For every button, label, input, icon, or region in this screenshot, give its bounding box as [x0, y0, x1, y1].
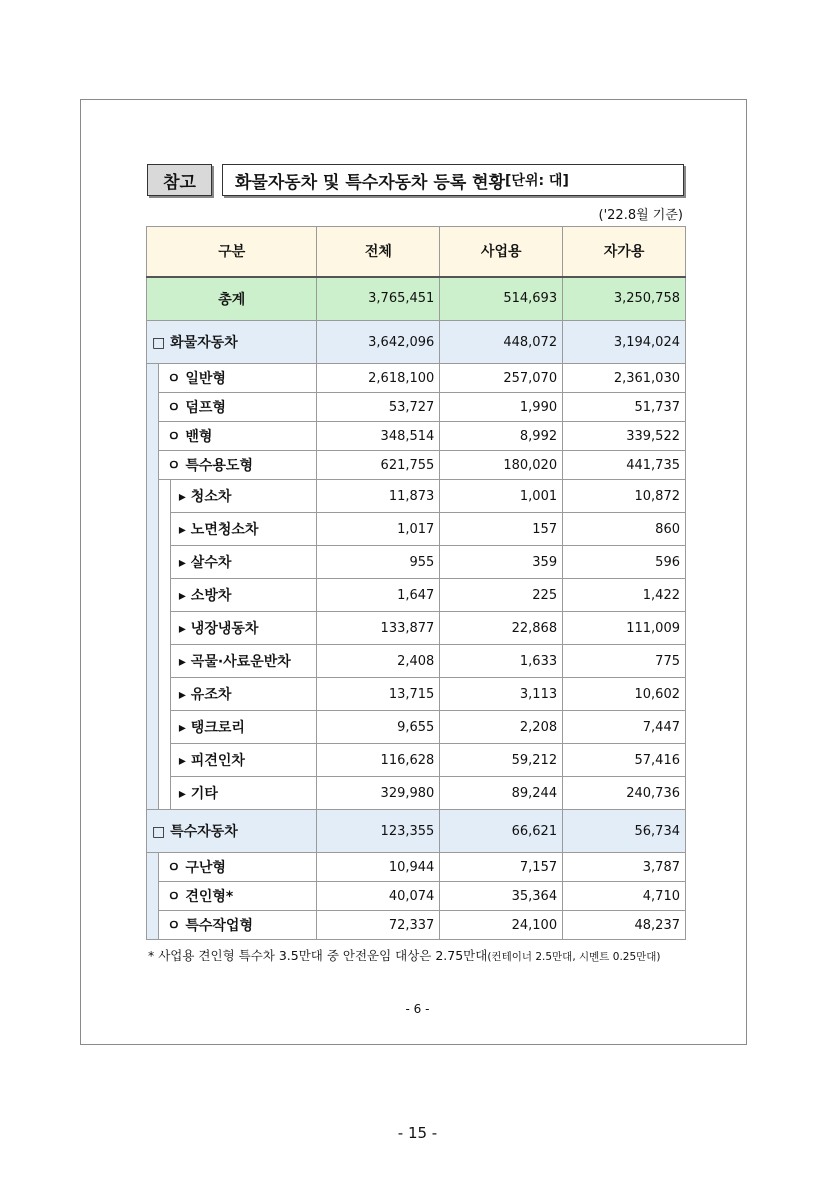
row-label: ㅇ 구난형 — [158, 853, 317, 882]
value-private: 596 — [563, 546, 686, 579]
row-label: 총계 — [147, 277, 317, 321]
header-private: 자가용 — [563, 227, 686, 277]
value-all: 116,628 — [317, 744, 440, 777]
value-business: 7,157 — [440, 853, 563, 882]
value-business: 24,100 — [440, 911, 563, 940]
value-all: 10,944 — [317, 853, 440, 882]
value-all: 11,873 — [317, 480, 440, 513]
value-all: 1,647 — [317, 579, 440, 612]
row-label: □ 특수자동차 — [147, 810, 317, 853]
value-all: 2,618,100 — [317, 364, 440, 393]
special-type-row — [147, 853, 686, 882]
value-private: 4,710 — [563, 882, 686, 911]
value-business: 89,244 — [440, 777, 563, 810]
value-all: 3,765,451 — [317, 277, 440, 321]
row-label: ㅇ 특수작업형 — [158, 911, 317, 940]
special-type-row — [147, 882, 686, 911]
value-private: 775 — [563, 645, 686, 678]
indent-spacer — [147, 853, 159, 940]
row-label: ▸ 살수차 — [170, 546, 317, 579]
cargo-type-row — [147, 451, 686, 480]
value-all: 123,355 — [317, 810, 440, 853]
row-label: ㅇ 덤프형 — [158, 393, 317, 422]
cargo-type-row — [147, 393, 686, 422]
registration-table — [146, 226, 686, 940]
title-text: 화물자동차 및 특수자동차 등록 현황 — [235, 172, 506, 193]
row-label: ▸ 유조차 — [170, 678, 317, 711]
value-private: 3,787 — [563, 853, 686, 882]
value-private: 3,194,024 — [563, 321, 686, 364]
value-private: 3,250,758 — [563, 277, 686, 321]
value-business: 514,693 — [440, 277, 563, 321]
value-business: 8,992 — [440, 422, 563, 451]
special-purpose-row — [147, 711, 686, 744]
value-business: 225 — [440, 579, 563, 612]
row-label: ▸ 노면청소차 — [170, 513, 317, 546]
total-row — [147, 277, 686, 321]
value-business: 35,364 — [440, 882, 563, 911]
value-private: 1,422 — [563, 579, 686, 612]
footnote — [148, 946, 661, 964]
value-all: 13,715 — [317, 678, 440, 711]
value-all: 348,514 — [317, 422, 440, 451]
row-label: ▸ 탱크로리 — [170, 711, 317, 744]
row-label: □ 화물자동차 — [147, 321, 317, 364]
value-all: 955 — [317, 546, 440, 579]
special-purpose-row — [147, 612, 686, 645]
row-label: ▸ 기타 — [170, 777, 317, 810]
value-private: 2,361,030 — [563, 364, 686, 393]
special-category-row — [147, 810, 686, 853]
value-business: 59,212 — [440, 744, 563, 777]
value-business: 3,113 — [440, 678, 563, 711]
value-business: 1,001 — [440, 480, 563, 513]
value-all: 2,408 — [317, 645, 440, 678]
special-purpose-row — [147, 480, 686, 513]
value-business: 22,868 — [440, 612, 563, 645]
outer-page-number: - 15 - — [397, 1124, 438, 1142]
value-business: 257,070 — [440, 364, 563, 393]
value-private: 111,009 — [563, 612, 686, 645]
section-title — [222, 164, 684, 196]
value-private: 10,602 — [563, 678, 686, 711]
value-all: 3,642,096 — [317, 321, 440, 364]
value-business: 359 — [440, 546, 563, 579]
value-business: 1,633 — [440, 645, 563, 678]
value-all: 329,980 — [317, 777, 440, 810]
row-label: ㅇ 일반형 — [158, 364, 317, 393]
value-business: 1,990 — [440, 393, 563, 422]
value-business: 448,072 — [440, 321, 563, 364]
special-purpose-row — [147, 744, 686, 777]
row-label: ㅇ 견인형* — [158, 882, 317, 911]
special-type-row — [147, 911, 686, 940]
value-private: 441,735 — [563, 451, 686, 480]
value-private: 240,736 — [563, 777, 686, 810]
value-business: 180,020 — [440, 451, 563, 480]
header-business: 사업용 — [440, 227, 563, 277]
row-label: ▸ 냉장냉동차 — [170, 612, 317, 645]
footnote-detail: (컨테이너 2.5만대, 시멘트 0.25만대) — [487, 951, 661, 963]
value-private: 339,522 — [563, 422, 686, 451]
row-label: ▸ 피견인차 — [170, 744, 317, 777]
value-business: 157 — [440, 513, 563, 546]
cargo-type-row — [147, 422, 686, 451]
value-all: 72,337 — [317, 911, 440, 940]
reference-badge: 참고 — [147, 164, 212, 196]
special-purpose-row — [147, 513, 686, 546]
header-all: 전체 — [317, 227, 440, 277]
row-label: ㅇ 특수용도형 — [158, 451, 317, 480]
value-business: 66,621 — [440, 810, 563, 853]
header-row — [147, 227, 686, 277]
value-all: 621,755 — [317, 451, 440, 480]
row-label: ▸ 소방차 — [170, 579, 317, 612]
value-all: 133,877 — [317, 612, 440, 645]
value-private: 860 — [563, 513, 686, 546]
footnote-main: * 사업용 견인형 특수차 3.5만대 중 안전운임 대상은 2.75만대 — [148, 948, 488, 963]
value-private: 56,734 — [563, 810, 686, 853]
value-all: 1,017 — [317, 513, 440, 546]
value-all: 9,655 — [317, 711, 440, 744]
inner-page-number: - 6 - — [405, 1002, 430, 1016]
special-purpose-row — [147, 678, 686, 711]
value-private: 48,237 — [563, 911, 686, 940]
row-label: ▸ 곡물·사료운반차 — [170, 645, 317, 678]
value-business: 2,208 — [440, 711, 563, 744]
value-all: 40,074 — [317, 882, 440, 911]
indent-spacer — [147, 364, 159, 810]
cargo-category-row — [147, 321, 686, 364]
cargo-type-row — [147, 364, 686, 393]
value-private: 51,737 — [563, 393, 686, 422]
special-purpose-row — [147, 546, 686, 579]
indent-spacer — [158, 480, 170, 810]
title-unit: [단위: 대] — [505, 173, 569, 189]
row-label: ▸ 청소차 — [170, 480, 317, 513]
value-private: 7,447 — [563, 711, 686, 744]
basis-date: ('22.8월 기준) — [598, 208, 683, 223]
special-purpose-row — [147, 777, 686, 810]
value-private: 10,872 — [563, 480, 686, 513]
special-purpose-row — [147, 645, 686, 678]
value-private: 57,416 — [563, 744, 686, 777]
header-category: 구분 — [147, 227, 317, 277]
row-label: ㅇ 밴형 — [158, 422, 317, 451]
special-purpose-row — [147, 579, 686, 612]
value-all: 53,727 — [317, 393, 440, 422]
